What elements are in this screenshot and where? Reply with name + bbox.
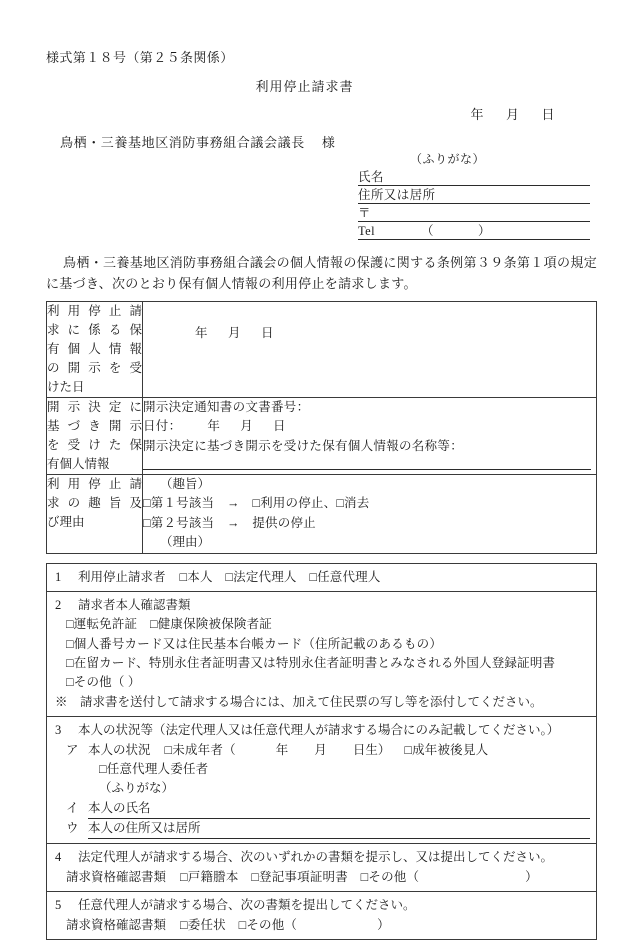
- row2-label-line-2: 基づき開示: [47, 419, 142, 434]
- item3-birth-year: 年: [275, 742, 289, 757]
- row1-label-line-3: 有個人情報: [47, 342, 142, 357]
- row3-option-item2[interactable]: □第２号該当 → 提供の停止: [143, 515, 316, 530]
- row1-label-line-5: けた日: [47, 380, 85, 395]
- item2-option-1[interactable]: □運転免許証 □健康保険被保険者証: [66, 617, 273, 632]
- item3-cell[interactable]: [47, 717, 597, 844]
- item3-sub-c-rule[interactable]: [201, 824, 590, 839]
- item3-minor-option[interactable]: □未成年者（: [164, 742, 236, 757]
- row3-value-cell[interactable]: [143, 475, 597, 554]
- item4-title: 法定代理人が請求する場合、次のいずれかの書類を提示し、又は提出してください。: [78, 850, 554, 865]
- item3-sub-b-row[interactable]: [55, 799, 590, 819]
- row1-month-label: 月: [228, 326, 242, 341]
- applicant-block: [358, 150, 590, 240]
- applicant-postal-row[interactable]: [358, 204, 590, 222]
- addressee-name: 鳥栖・三養基地区消防事務組合議会議長: [60, 135, 305, 150]
- row2-info-name-line: 開示決定に基づき開示を受けた保有個人情報の名称等：: [143, 438, 464, 453]
- row3-label-line-3: び理由: [47, 515, 85, 530]
- item2-cell[interactable]: [47, 591, 597, 716]
- item3-sub-a-label: 本人の状況: [88, 742, 151, 757]
- row1-value-cell[interactable]: [143, 302, 597, 398]
- item2-heading: [55, 596, 590, 615]
- table-row: [47, 563, 597, 591]
- row1-date-fields: [143, 302, 596, 365]
- applicant-tel-label: Tel: [358, 224, 375, 238]
- applicant-postal-label: 〒: [358, 206, 371, 220]
- table-row: [47, 844, 597, 892]
- item5-title: 任意代理人が請求する場合、次の書類を提出してください。: [78, 898, 416, 913]
- row2-label-line-4: 有個人情報: [47, 457, 110, 472]
- item4-heading: [55, 848, 590, 867]
- item3-sub-b-text: [55, 799, 151, 819]
- disclosure-table: [46, 301, 597, 554]
- item1-cell[interactable]: [47, 563, 597, 591]
- item4-docs-label: 請求資格確認書類: [66, 869, 167, 884]
- item2-option-4[interactable]: □その他（ ）: [66, 675, 141, 690]
- table-row: [47, 475, 597, 554]
- item1-title: 利用停止請求者: [78, 569, 166, 584]
- row1-year-label: 年: [195, 326, 209, 341]
- item5-docs-line[interactable]: [55, 916, 590, 935]
- row2-month-label: 月: [240, 419, 254, 434]
- item4-docs-options[interactable]: □戸籍謄本 □登記事項証明書 □その他（: [180, 869, 420, 884]
- intro-line-2: 定に基づき、次のとおり保有個人情報の利用停止を請求します。: [46, 255, 597, 292]
- row1-label-cell: [47, 302, 143, 398]
- table-row: [47, 302, 597, 398]
- row2-day-label: 日: [273, 419, 286, 434]
- item2-number: 2: [55, 597, 62, 612]
- row3-option-item1[interactable]: □第１号該当 → □利用の停止、□消去: [143, 496, 370, 511]
- table-row: [47, 398, 597, 475]
- item4-docs-line[interactable]: [55, 868, 590, 887]
- requester-table: [46, 563, 597, 940]
- item3-birth-day: 日生）: [352, 742, 391, 757]
- row2-year-label: 年: [207, 419, 221, 434]
- row3-label-line-1: 利用停止請: [47, 477, 142, 492]
- item5-cell[interactable]: [47, 892, 597, 940]
- form-number: 様式第１８号（第２５条関係）: [46, 50, 234, 65]
- intro-line-1: 鳥栖・三養基地区消防事務組合議会の個人情報の保護に関する条例第３９条第１項の規: [63, 255, 584, 270]
- item3-sub-b-marker: イ: [66, 800, 79, 815]
- applicant-name-row[interactable]: [358, 168, 590, 186]
- item3-sub-c-marker: ウ: [66, 821, 79, 836]
- addressee-line: [46, 132, 597, 151]
- date-month-label: 月: [505, 107, 520, 122]
- item1-options[interactable]: □本人 □法定代理人 □任意代理人: [179, 569, 381, 584]
- item2-note: ※ 請求書を送付して請求する場合には、加えて住民票の写し等を添付してください。: [55, 694, 543, 709]
- item5-heading: [55, 896, 590, 915]
- item3-sub-b-label: 本人の氏名: [88, 799, 151, 819]
- item2-option-2[interactable]: □個人番号カード又は住民基本台帳カード（住所記載のあるもの）: [66, 636, 443, 651]
- row2-label-line-3: を受けた保: [47, 438, 142, 453]
- table-row: [47, 591, 597, 716]
- item3-birth-month: 月: [314, 742, 327, 757]
- applicant-tel-parens: （ ）: [420, 224, 507, 238]
- row2-value-cell[interactable]: [143, 398, 597, 475]
- item2-option-3[interactable]: □在留カード、特別永住者証明書又は特別永住者証明書とみなされる外国人登録証明書: [66, 656, 556, 671]
- item3-title: 本人の状況等（法定代理人又は任意代理人が請求する場合にのみ記載してください。）: [78, 723, 560, 738]
- item3-sub-c-row[interactable]: [55, 819, 590, 839]
- applicant-name-label: 氏名: [358, 170, 384, 184]
- date-line: [46, 104, 597, 123]
- row2-date-label: 日付：: [143, 419, 182, 434]
- row1-day-label: 日: [261, 326, 275, 341]
- item5-docs-label: 請求資格確認書類: [66, 917, 167, 932]
- applicant-furigana-label: （ふりがな）: [410, 152, 486, 166]
- item3-sub-b-rule[interactable]: [151, 804, 590, 819]
- row3-label-line-2: 求の趣旨及: [47, 496, 142, 511]
- applicant-address-label: 住所又は居所: [358, 188, 436, 202]
- item3-furigana-label: （ふりがな）: [99, 781, 175, 796]
- applicant-address-row[interactable]: [358, 186, 590, 204]
- addressee-honorific: 様: [321, 135, 336, 150]
- item3-delegator-option[interactable]: □任意代理人委任者: [99, 761, 209, 776]
- item4-docs-paren-close: ）: [525, 869, 538, 884]
- row3-purpose-heading: （趣旨）: [160, 477, 211, 492]
- row2-date-line: [143, 417, 596, 436]
- item3-sub-c-text: [55, 819, 201, 839]
- row1-label-line-1: 利用停止請: [47, 304, 142, 319]
- document-title: 利用停止請求書: [255, 79, 354, 94]
- row2-label-line-1: 開示決定に: [47, 400, 142, 415]
- item3-sub-a-marker: ア: [66, 742, 79, 757]
- applicant-tel-row[interactable]: [358, 222, 590, 240]
- item1-number: 1: [55, 569, 62, 584]
- row1-label-line-2: 求に係る保: [47, 323, 142, 338]
- item3-sub-a-line: [55, 741, 590, 760]
- row2-label-cell: [47, 398, 143, 475]
- row2-write-in-rule[interactable]: [143, 458, 591, 470]
- date-year-label: 年: [470, 107, 484, 122]
- item3-heading: [55, 721, 590, 740]
- item5-number: 5: [55, 898, 62, 913]
- intro-paragraph: [46, 252, 597, 294]
- date-day-label: 日: [541, 107, 555, 122]
- item4-number: 4: [55, 850, 62, 865]
- item3-number: 3: [55, 723, 62, 738]
- table-row: [47, 892, 597, 940]
- row3-label-cell: [47, 475, 143, 554]
- row1-label-line-4: の開示を受: [47, 361, 142, 376]
- item4-cell[interactable]: [47, 844, 597, 892]
- item5-docs-options[interactable]: □委任状 □その他（: [180, 917, 298, 932]
- table-row: [47, 717, 597, 844]
- row2-doc-number-line: 開示決定通知書の文書番号：: [143, 400, 310, 415]
- row3-reason-heading: （理由）: [160, 535, 211, 550]
- item2-title: 請求者本人確認書類: [78, 597, 191, 612]
- item3-adult-ward-option[interactable]: □成年被後見人: [404, 742, 489, 757]
- item5-docs-paren-close: ）: [377, 917, 390, 932]
- item3-sub-c-label: 本人の住所又は居所: [88, 819, 201, 839]
